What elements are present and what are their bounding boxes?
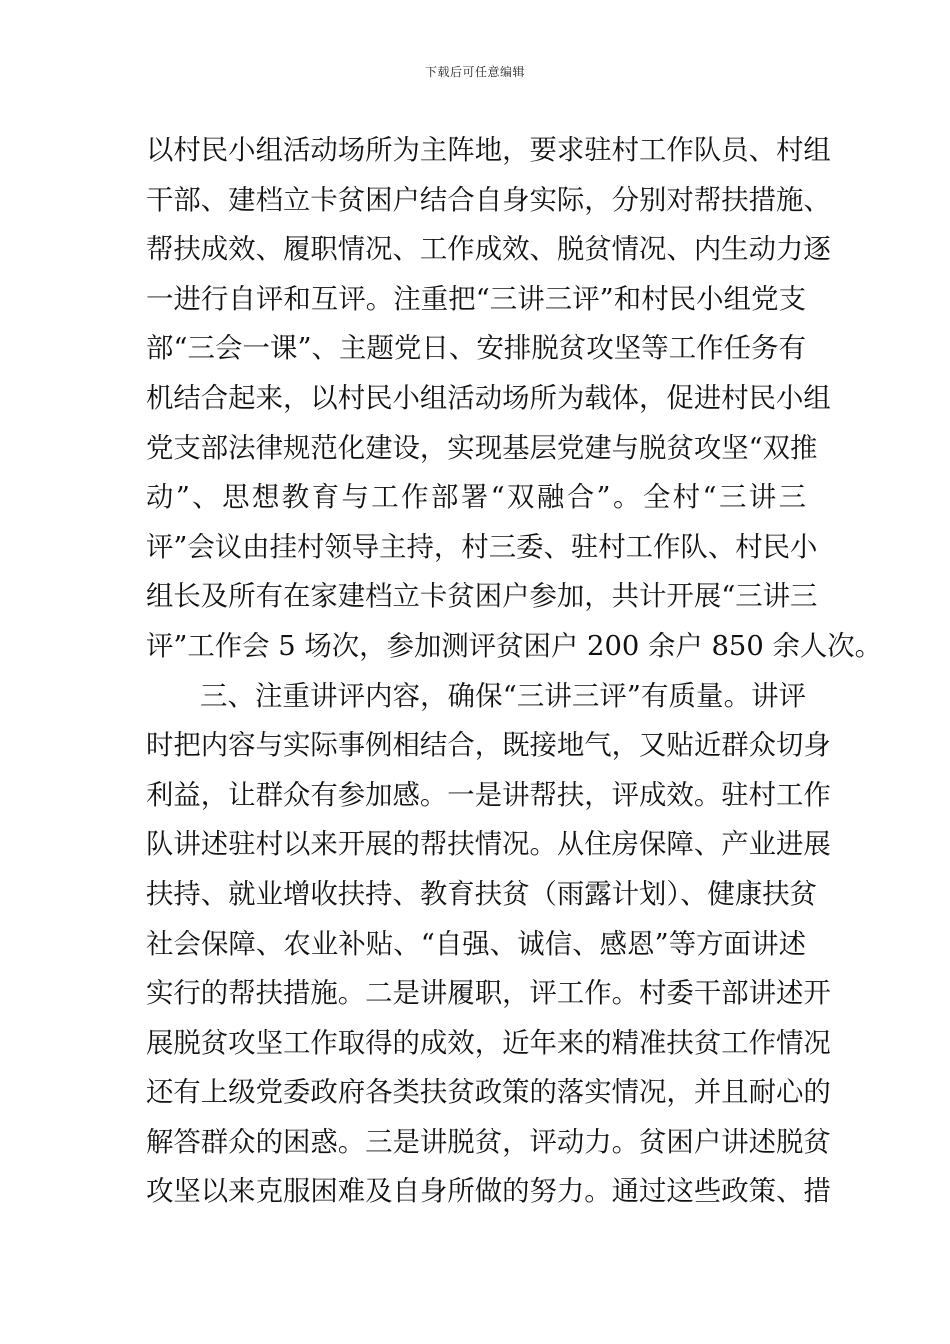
text-line: 以村民小组活动场所为主阵地，要求驻村工作队员、村组 [146,135,831,166]
text-line: 展脱贫攻坚工作取得的成效，近年来的精准扶贫工作情况 [146,1027,831,1059]
text-line: 扶持、就业增收扶持、教育扶贫（雨露计划）、健康扶贫 [146,878,818,910]
text-line: 社会保障、农业补贴、“自强、诚信、感恩”等方面讲述 [146,928,806,960]
paragraph-start-line: 三、注重讲评内容，确保“三讲三评”有质量。讲评 [200,680,806,712]
body-text [146,126,883,1217]
text-line: 评”会议由挂村领导主持，村三委、驻村工作队、村民小 [146,531,818,563]
page-header: 下载后可任意编辑 [424,65,525,79]
text-line: 实行的帮扶措施。二是讲履职，评工作。村委干部讲述开 [146,978,831,1010]
text-line: 干部、建档立卡贫困户结合自身实际，分别对帮扶措施、 [146,184,831,216]
text-line: 机结合起来，以村民小组活动场所为载体，促进村民小组 [146,382,831,414]
paragraph-end-line: 评”工作会 5 场次，参加测评贫困户 200 余户 850 余人次。 [146,630,883,662]
text-line: 一进行自评和互评。注重把“三讲三评”和村民小组党支 [146,283,806,315]
text-line: 利益，让群众有参加感。一是讲帮扶，评成效。驻村工作 [146,779,831,811]
text-line: 队讲述驻村以来开展的帮扶情况。从住房保障、产业进展 [146,829,831,861]
text-line: 时把内容与实际事例相结合，既接地气，又贴近群众切身 [146,730,831,762]
text-line: 部“三会一课”、主题党日、安排脱贫攻坚等工作任务有 [146,333,806,365]
text-line: 帮扶成效、履职情况、工作成效、脱贫情况、内生动力逐 [146,234,831,266]
text-line: 党支部法律规范化建设，实现基层党建与脱贫攻坚“双推 [146,432,818,464]
text-line: 攻坚以来克服困难及自身所做的努力。通过这些政策、措 [146,1176,831,1208]
text-line: 还有上级党委政府各类扶贫政策的落实情况，并且耐心的 [146,1077,831,1109]
text-line: 动”、思想教育与工作部署“双融合”。全村“三讲三 [146,482,806,514]
text-line: 组长及所有在家建档立卡贫困户参加，共计开展“三讲三 [146,581,818,613]
text-line: 解答群众的困惑。三是讲脱贫，评动力。贫困户讲述脱贫 [146,1126,831,1158]
